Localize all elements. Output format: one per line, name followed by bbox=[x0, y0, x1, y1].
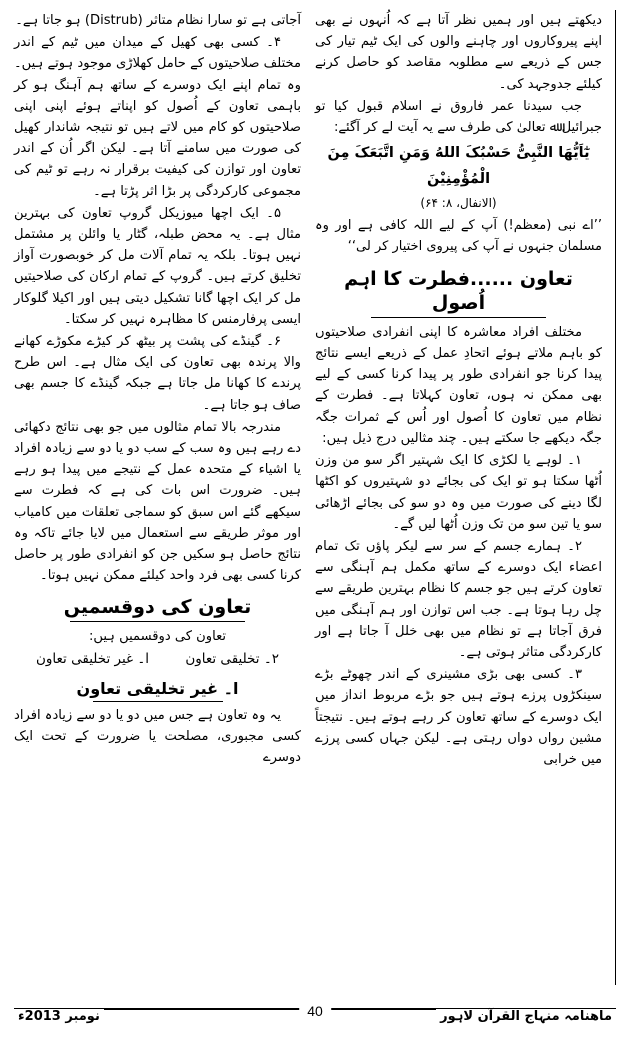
section-heading bbox=[14, 595, 301, 622]
subsection-heading bbox=[14, 679, 301, 702]
heading-underline bbox=[371, 317, 546, 318]
numbered-point: ۱۔ لوہے یا لکڑی کا ایک شہتیر اگر سو من وزن اُٹھا سکتا ہو تو ایک کی بجائے دو شہتیروں کو اکٹھا لگا دینے کی صورت میں وہ دو سو کی بجائے اڑھائی سو یا تین سو من تک وزن اُٹھا لیں گے۔ bbox=[315, 453, 602, 532]
page-footer bbox=[14, 1002, 616, 1036]
paragraph: مختلف افراد معاشرہ کا اپنی انفرادی صلاحیتوں کو باہم ملاتے ہوئے اتحادِ عمل کے ذریعے ایسے نتائج پیدا کرنا جو انفرادی طور پر پیدا کرنا کسی کے لیے بھی ممکن نہ ہوں، تعاون کہلاتا ہے۔ فطرت کے نظام میں تعاون کا اُصول اور اُس کے ثمرات جگہ جگہ دیکھے جا سکتے ہیں۔ چند مثالیں درج ذیل ہیں: bbox=[315, 324, 602, 446]
paragraph: جب سیدنا عمر فاروق نے اسلام قبول کیا تو جبرائیل ﷲ تعالیٰ کی طرف سے یہ آیت لے کر آگئے: bbox=[315, 98, 602, 136]
paragraph: تعاون کی دوقسمیں ہیں: bbox=[88, 629, 227, 645]
footer-issue-date: نومبر 2013ء bbox=[14, 1009, 104, 1024]
two-column-body bbox=[14, 10, 616, 985]
numbered-point: ۳۔ کسی بھی بڑی مشینری کے اندر چھوٹے بڑے سینکڑوں پرزے ہوتے ہیں جو بڑے مربوط انداز میں ایک دوسرے کے ساتھ تعاون کر رہے ہوتے ہیں۔ نتیجتاً مشین رواں دواں رہتی ہے۔ لیکن جہاں کسی پرزے میں خرابی bbox=[315, 667, 602, 767]
right-column bbox=[14, 10, 301, 985]
paragraph: مندرجہ بالا تمام مثالوں میں جو بھی نتائج دکھائی دے رہے ہیں وہ سب کے سب دو یا دو سے زیادہ افراد یا اشیاء کے متحدہ عمل کے نتیجے میں پیدا ہو رہے ہیں۔ ضرورت اس بات کی ہے کہ فطرت سے سیکھے گئے اس سبق کو سماجی تعلقات میں کامیاب اور موثر طریقے سے استعمال میں لایا جائے تاکہ وہ نتائج حاصل ہو سکیں جن کو انفرادی طور پر حاصل کرنا کسی بھی فرد واحد کیلئے ممکن نہیں ہوتا۔ bbox=[14, 419, 301, 584]
list-item: ا۔ غیر تخلیقی تعاون bbox=[36, 651, 150, 668]
subsection-heading-text: ا۔ غیر تخلیقی تعاون bbox=[76, 679, 239, 699]
paragraph: دیکھتے ہیں اور ہمیں نظر آتا ہے کہ اُنہوں نے بھی اپنے پیروکاروں اور چاہنے والوں کی ایک ٹیم تیار کی جس کے ذریعے سے مطلوبہ مقاصد کو حاصل کرنے کیلئے جدوجہد کی۔ bbox=[315, 13, 602, 92]
left-column bbox=[315, 10, 616, 985]
subheading-underline bbox=[93, 701, 223, 702]
section-heading-text: تعاون ......فطرت کا اہم اُصول bbox=[344, 267, 573, 315]
footer-publication-name: ماهنامہ منہاج القرآن لاہور bbox=[436, 1009, 616, 1024]
section-heading-text: تعاون کی دوقسمیں bbox=[63, 596, 252, 619]
section-heading bbox=[315, 267, 602, 318]
paragraph: ۶۔ گینڈے کی پشت پر بیٹھ کر کیڑے مکوڑے کھانے والا پرندہ بھی تعاون کی ایک مثال ہے۔ اس طرح پرندے کا کھانا مل جاتا ہے جبکہ گینڈے کا جسم بھی صاف ہو جاتا ہے۔ bbox=[14, 334, 301, 413]
footer-content bbox=[14, 1002, 616, 1028]
heading-underline bbox=[70, 621, 245, 622]
paragraph: یہ وہ تعاون ہے جس میں دو یا دو سے زیادہ افراد کسی مجبوری، مصلحت یا ضرورت کے تحت ایک دوسرے bbox=[14, 708, 301, 766]
paragraph: آجاتی ہے تو سارا نظام متاثر (Distrub) ہو جاتا ہے۔ bbox=[15, 13, 301, 28]
verse-translation: ’’اے نبی (معظم!) آپ کے لیے اللہ کافی ہے اور وہ مسلمان جنہوں نے آپ کی پیروی اختیار کر لی‘‘ bbox=[315, 218, 602, 255]
numbered-point: ۲۔ ہمارے جسم کے سر سے لیکر پاؤں تک تمام اعضاء ایک دوسرے کے ساتھ مکمل ہم آہنگی سے تعاون کرتے ہیں جو جسم کا نظام بہترین طریقے سے چل رہا ہوتا ہے۔ جب اس توازن اور ہم آہنگی میں فرق آجاتا ہے تو نظام میں بھی خلل آ جاتا ہے اور کارکردگی متاثر ہوتی ہے۔ bbox=[315, 538, 602, 660]
types-list bbox=[14, 649, 301, 671]
paragraph: ۴۔ کسی بھی کھیل کے میدان میں ٹیم کے اندر مختلف صلاحیتوں کے حامل کھلاڑی موجود ہوتے ہیں۔ وہ تمام اپنے ایک دوسرے کے ساتھ ہم آہنگ ہو کر باہمی تعاون کے اُصول کو اپناتے ہوئے اپنی اپنی صلاحیتوں کو کام میں لاتے ہیں تو نتیجہ شاندار کھیل کی صورت میں سامنے آتا ہے۔ لیکن اگر اُن کے اندر تعاون اور توازن کی کیفیت برقرار نہ رہے تو ٹیم کی مجموعی کارکردگی پر بڑا اثر پڑتا ہے۔ bbox=[14, 35, 301, 199]
list-item: ۲۔ تخلیقی تعاون bbox=[185, 651, 279, 668]
quran-verse: یٰٓاَیُّهَا النَّبِیُّ حَسْبُکَ اللهُ وَمَنِ اتَّبَعَکَ مِنَ الْمُؤْمِنِیْنَ bbox=[327, 145, 590, 187]
paragraph: ۵۔ ایک اچھا میوزیکل گروپ تعاون کی بہترین مثال ہے۔ یہ محض طبلہ، گٹار یا وائلن پر مشتمل نہیں ہوتا۔ بلکہ یہ تمام آلات مل کر خوبصورت آواز تخلیق کرتے ہیں۔ گروپ کے تمام ارکان کی صلاحیتیں مل کر ایک اچھا گانا تشکیل دیتی ہیں اور اکیلا گلوکار ایسی پرفارمنس کا مظاہرہ نہیں کر سکتا۔ bbox=[14, 205, 301, 327]
page-number: 40 bbox=[299, 1003, 331, 1019]
verse-reference: (الانفال، ۸: ۶۴) bbox=[420, 195, 497, 210]
